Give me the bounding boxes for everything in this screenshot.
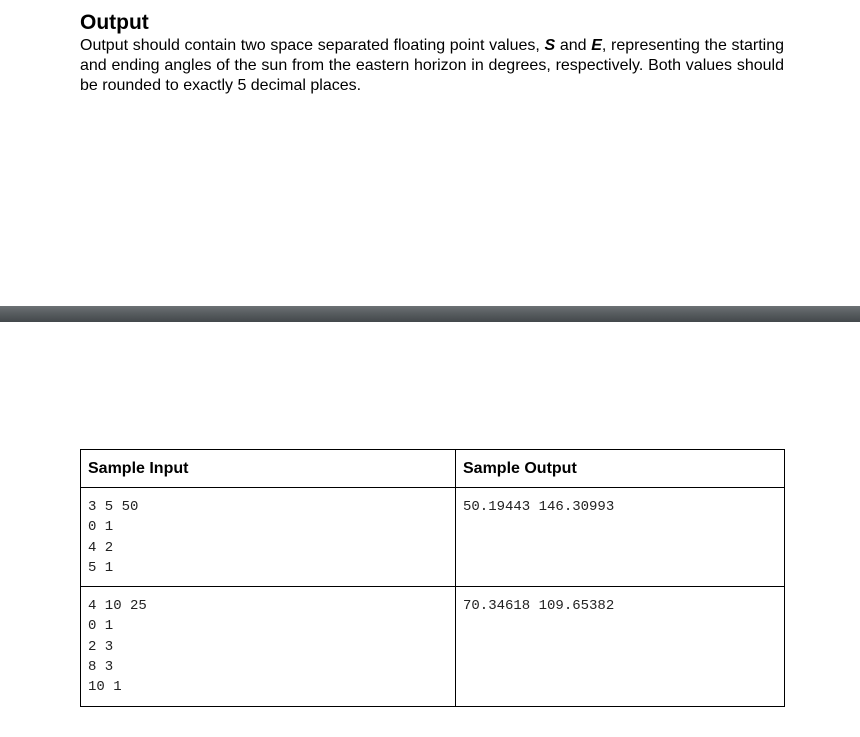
input-line: 0 1 [88, 618, 114, 635]
sample-io-table [80, 449, 785, 707]
output-line: 50.19443 146.30993 [463, 499, 615, 515]
output-description [80, 36, 784, 96]
table-row [81, 587, 785, 706]
output-description-part-3: , representing the starting and ending angles of the sun from the eastern horizon in degrees, respectively. Both values should be rounded to exactly 5 decimal places. [80, 37, 784, 94]
output-heading: Output [80, 11, 149, 34]
sample-input-header: Sample Input [81, 450, 456, 488]
output-description-part-1: Output should contain two space separated floating point values, [80, 37, 545, 54]
input-line: 4 2 [88, 539, 114, 556]
sample-output-cell [456, 488, 785, 587]
sample-input-cell [81, 587, 456, 706]
input-line: 3 5 50 [88, 499, 139, 515]
input-line: 10 1 [88, 679, 122, 696]
page-break-divider [0, 306, 860, 322]
input-line: 4 10 25 [88, 598, 147, 615]
input-line: 8 3 [88, 659, 114, 676]
sample-input-cell [81, 488, 456, 587]
variable-s: S [544, 37, 556, 54]
table-row [81, 488, 785, 587]
input-line: 5 1 [88, 559, 114, 576]
output-description-part-2: and [555, 37, 592, 54]
output-section [80, 10, 784, 96]
input-line: 0 1 [88, 519, 114, 536]
variable-e: E [591, 37, 602, 54]
table-header-row [81, 450, 785, 488]
output-line: 70.34618 109.65382 [463, 598, 615, 615]
input-line: 2 3 [88, 638, 114, 655]
sample-output-header: Sample Output [456, 450, 785, 488]
sample-output-cell [456, 587, 785, 706]
